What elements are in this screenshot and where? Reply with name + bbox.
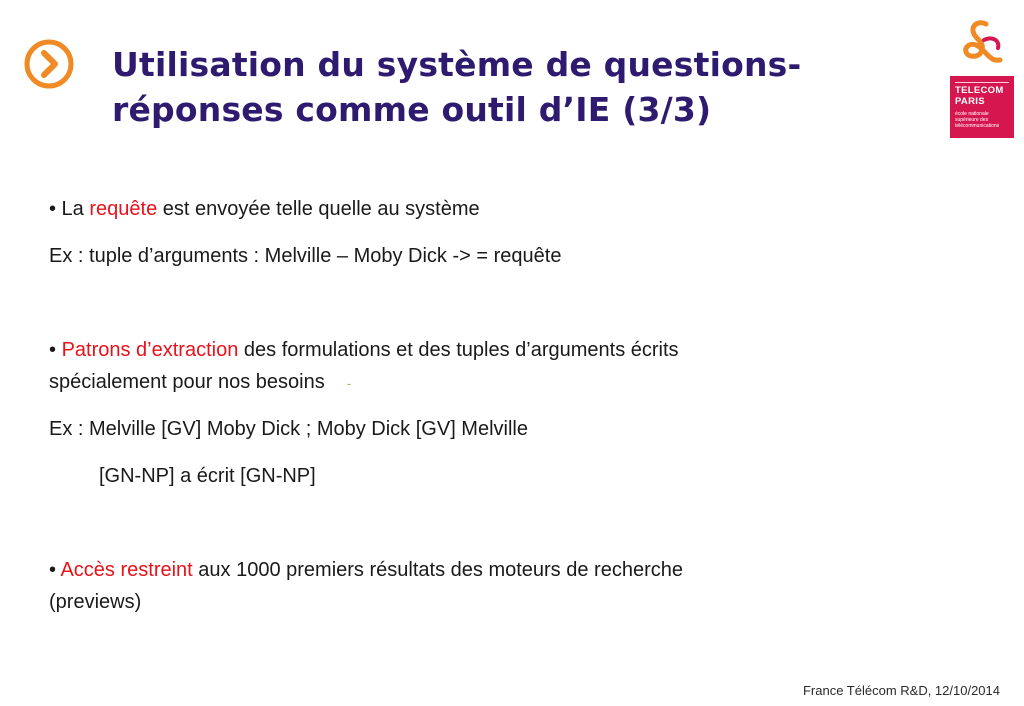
title-line-1: Utilisation du système de questions-: [112, 45, 802, 84]
bullet-3-lead: •: [49, 559, 61, 581]
bullet-2-example-2: [GN-NP] a écrit [GN-NP]: [99, 465, 316, 487]
bullet-1-highlight: requête: [89, 198, 158, 220]
bullet-2-continuation: [49, 371, 351, 394]
bullet-2: [49, 339, 679, 362]
logo-box: [950, 76, 1014, 138]
ghost-mark: -: [346, 375, 352, 391]
bullet-2-text: des formulations et des tuples d’arguments écrits: [238, 339, 679, 361]
slide-title: [112, 42, 912, 132]
telecom-paris-logo: [950, 18, 1014, 138]
bullet-3-highlight: Accès restreint: [60, 559, 193, 581]
logo-tagline: école nationale supérieure des télécommunications: [955, 111, 1000, 129]
title-line-2: réponses comme outil d’IE (3/3): [112, 90, 712, 129]
bullet-1-text: est envoyée telle quelle au système: [157, 198, 480, 220]
bullet-1: [49, 198, 480, 221]
logo-line-1: TELECOM: [955, 85, 1004, 96]
bullet-3: [49, 559, 683, 582]
bullet-3-continuation: (previews): [49, 591, 142, 613]
bullet-2-highlight: Patrons d’extraction: [61, 339, 239, 361]
next-arrow-icon[interactable]: [24, 39, 74, 89]
bullet-1-lead: • La: [49, 198, 90, 220]
bullet-2-cont-text: spécialement pour nos besoins: [49, 371, 325, 393]
bullet-3-text: aux 1000 premiers résultats des moteurs de recherche: [192, 559, 683, 581]
bullet-1-example: Ex : tuple d’arguments : Melville – Moby Dick -> = requête: [49, 245, 562, 267]
logo-line-2: PARIS: [955, 96, 985, 107]
logo-divider: [955, 82, 1009, 83]
bullet-2-lead: •: [49, 339, 62, 361]
slide-footer: France Télécom R&D, 12/10/2014: [802, 683, 1000, 698]
bullet-2-example: Ex : Melville [GV] Moby Dick ; Moby Dick [GV] Melville: [49, 418, 528, 440]
ampersand-logo-icon: [956, 18, 1008, 74]
